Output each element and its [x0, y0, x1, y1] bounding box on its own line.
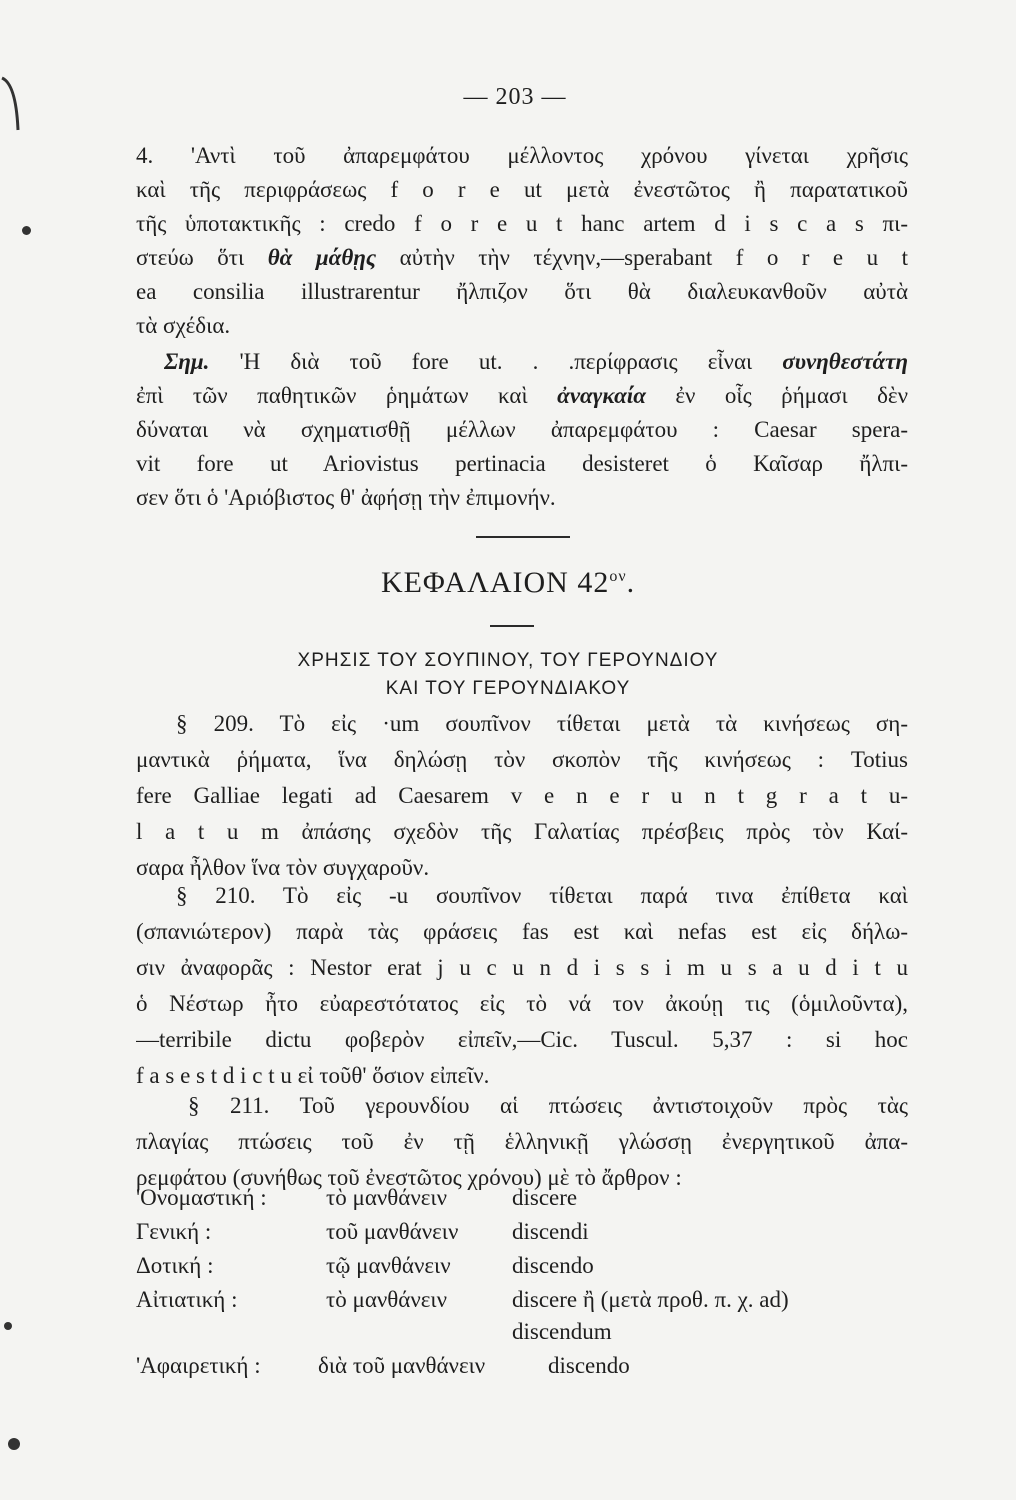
text-line: (σπανιώτερον) παρὰ τὰς φράσεις fas est καὶ nefas est εἰς δήλω-	[136, 919, 908, 944]
text-line: ea consilia illustrarentur ἤλπιζον ὅτι θὰ διαλευκανθοῦν αὐτὰ	[136, 279, 908, 304]
text-line: τῆς ὑποτακτικῆς : credo f o r e u t hanc artem d i s c a s πι-	[136, 211, 908, 236]
text-line: § 209. Τὸ εἰς ·um σουπῖνον τίθεται μετὰ τὰ κινήσεως ση-	[176, 711, 908, 736]
text-line: fere Galliae legati ad Caesarem v e n e r u n t g r a t u-	[136, 783, 908, 808]
text-line: στεύω ὅτι θὰ μάθῃς αὐτὴν τὴν τέχνην,—sperabant f o r e u t	[136, 245, 908, 270]
section-subtitle: ΚΑΙ ΤΟΥ ΓΕΡΟΥΝΔΙΑΚΟΥ	[385, 678, 631, 699]
text-line: Σημ. 'Η διὰ τοῦ fore ut. . .περίφρασις εἶναι συνηθεστάτη	[164, 349, 908, 374]
text-line: μαντικὰ ῥήματα, ἵνα δηλώσῃ τὸν σκοπὸν τῆς κινήσεως : Totius	[136, 747, 908, 772]
text-line: § 211. Τοῦ γερουνδίου αἱ πτώσεις ἀντιστοιχοῦν πρὸς τὰς	[188, 1093, 908, 1118]
divider-rule	[490, 625, 534, 627]
page-number: — 203 —	[463, 84, 567, 110]
text-line: σαρα ἦλθον ἵνα τὸν συγχαροῦν.	[136, 855, 430, 880]
chapter-heading: ΚΕΦΑΛΑΙΟΝ $42^{o\nu}$.	[380, 566, 636, 599]
book-page: — 203 — 4. 'Αντὶ τοῦ ἀπαρεμφάτου μέλλοντος χρόνου γίνεται χρῆσις καὶ τῆς περιφράσεως f o r e ut μετὰ ἐνεστῶτος ἢ παρατατικοῦ τῆς ὑποτακτικῆς : credo f o r e u t hanc artem d i s c a s πι- στεύω ὅτι θὰ μάθῃς αὐτὴν τὴν τέχνην,—sperabant f o r e u t ea consilia illustrarentur ἤλπιζον ὅτι θὰ διαλευκανθοῦν αὐτὰ τὰ σχέδια. Σημ. 'Η διὰ τοῦ fore ut. . .περίφρασις εἶναι συνηθεστάτη ἐπὶ τῶν παθητικῶν ῥημάτων καὶ ἀναγκαία ἐν οἷς ῥήμασι δὲν δύναται νὰ σχηματισθῇ μέλλων ἀπαρεμφάτου : Caesar spera- vit fore ut Ariovistus pertinacia desisteret ὁ Καῖσαρ ἤλπι- σεν ὅτι ὁ 'Αριόβιστος θ' ἀφήσῃ τὴν ἐπιμονήν. ΚΕΦΑΛΑΙΟΝ $42^{o\nu}$. ΧΡΗΣΙΣ ΤΟΥ ΣΟΥΠΙΝΟΥ, ΤΟΥ ΓΕΡΟΥΝΔΙΟΥ ΚΑΙ ΤΟΥ ΓΕΡΟΥΝΔΙΑΚΟΥ § 209. Τὸ εἰς ·um σουπῖνον τίθεται μετὰ τὰ κινήσεως ση- μαντικὰ ῥήματα, ἵνα δηλώσῃ τὸν σκοπὸν τῆς κινήσεως : Totius fere Galliae legati ad Caesarem v e n e r u n t g r a t u- l a t u m ἀπάσης σχεδὸν τῆς Γαλατίας πρέσβεις πρὸς τὸν Καί- σαρα ἦλθον ἵνα τὸν συγχαροῦν. § 210. Τὸ εἰς -u σουπῖνον τίθεται παρά τινα ἐπίθετα καὶ (σπανιώτερον) παρὰ τὰς φράσεις fas est καὶ nefas est εἰς δήλω- σιν ἀναφορᾶς : Nestor erat j u c u n d i s s i m u s a u d i t u ὁ Νέστωρ ἦτο εὐαρεστότατος εἰς τὸ νά τον ἀκούῃ τις (ὁμιλοῦντα), —terribile dictu φοβερὸν εἰπεῖν,—Cic. Tuscul. 5,37 : si hoc f a s e s t d i c t u εἰ τοῦθ' ὅσιον εἰπεῖν. § 211. Τοῦ γερουνδίου αἱ πτώσεις ἀντιστοιχοῦν πρὸς τὰς πλαγίας πτώσεις τοῦ ἐν τῇ ἑλληνικῇ γλώσσῃ ἐνεργητικοῦ ἀπα- ρεμφάτου (συνήθως τοῦ ἐνεστῶτος χρόνου) μὲ τὸ ἄρθρον : 'Ονομαστική : τὸ μανθάνειν discere Γενική : τοῦ μανθάνειν discendi Δοτική : τῷ μανθάνειν discendo Αἰτιατική : τὸ μανθάνειν discere ἢ (μετὰ προθ. π. χ. ad) discendum 'Αφαιρετική : διὰ τοῦ μανθάνειν discendo	[0, 0, 1016, 1500]
text-line: τὰ σχέδια.	[136, 313, 231, 338]
section-subtitle: ΧΡΗΣΙΣ ΤΟΥ ΣΟΥΠΙΝΟΥ, ΤΟΥ ΓΕΡΟΥΝΔΙΟΥ	[297, 650, 719, 671]
text-line: πλαγίας πτώσεις τοῦ ἐν τῇ ἑλληνικῇ γλώσσῃ ἐνεργητικοῦ ἀπα-	[136, 1129, 908, 1154]
text-line: ὁ Νέστωρ ἦτο εὐαρεστότατος εἰς τὸ νά τον ἀκούῃ τις (ὁμιλοῦντα),	[136, 991, 908, 1016]
text-line: l a t u m ἀπάσης σχεδὸν τῆς Γαλατίας πρέσβεις πρὸς τὸν Καί-	[136, 819, 908, 844]
text-line: σεν ὅτι ὁ 'Αριόβιστος θ' ἀφήσῃ τὴν ἐπιμονήν.	[136, 485, 556, 510]
text-line: ἐπὶ τῶν παθητικῶν ῥημάτων καὶ ἀναγκαία ἐν οἷς ῥήμασι δὲν	[136, 383, 908, 408]
binding-mark	[8, 1438, 20, 1450]
text-line: f a s e s t d i c t u εἰ τοῦθ' ὅσιον εἰπεῖν.	[136, 1063, 490, 1088]
text-line: vit fore ut Ariovistus pertinacia desisteret ὁ Καῖσαρ ἤλπι-	[136, 451, 908, 476]
text-line: —terribile dictu φοβερὸν εἰπεῖν,—Cic. Tuscul. 5,37 : si hoc	[136, 1027, 908, 1052]
binding-mark	[22, 226, 31, 235]
text-line: ρεμφάτου (συνήθως τοῦ ἐνεστῶτος χρόνου) μὲ τὸ ἄρθρον :	[136, 1165, 682, 1190]
binding-mark	[4, 1322, 12, 1330]
text-line: δύναται νὰ σχηματισθῇ μέλλων ἀπαρεμφάτου : Caesar spera-	[136, 417, 908, 442]
text-line: 4. 'Αντὶ τοῦ ἀπαρεμφάτου μέλλοντος χρόνου γίνεται χρῆσις	[136, 143, 908, 168]
text-line: σιν ἀναφορᾶς : Nestor erat j u c u n d i s s i m u s a u d i t u	[136, 955, 908, 980]
text-line: καὶ τῆς περιφράσεως f o r e ut μετὰ ἐνεστῶτος ἢ παρατατικοῦ	[136, 177, 908, 202]
text-line: § 210. Τὸ εἰς -u σουπῖνον τίθεται παρά τινα ἐπίθετα καὶ	[176, 883, 908, 908]
divider-rule	[476, 536, 570, 538]
